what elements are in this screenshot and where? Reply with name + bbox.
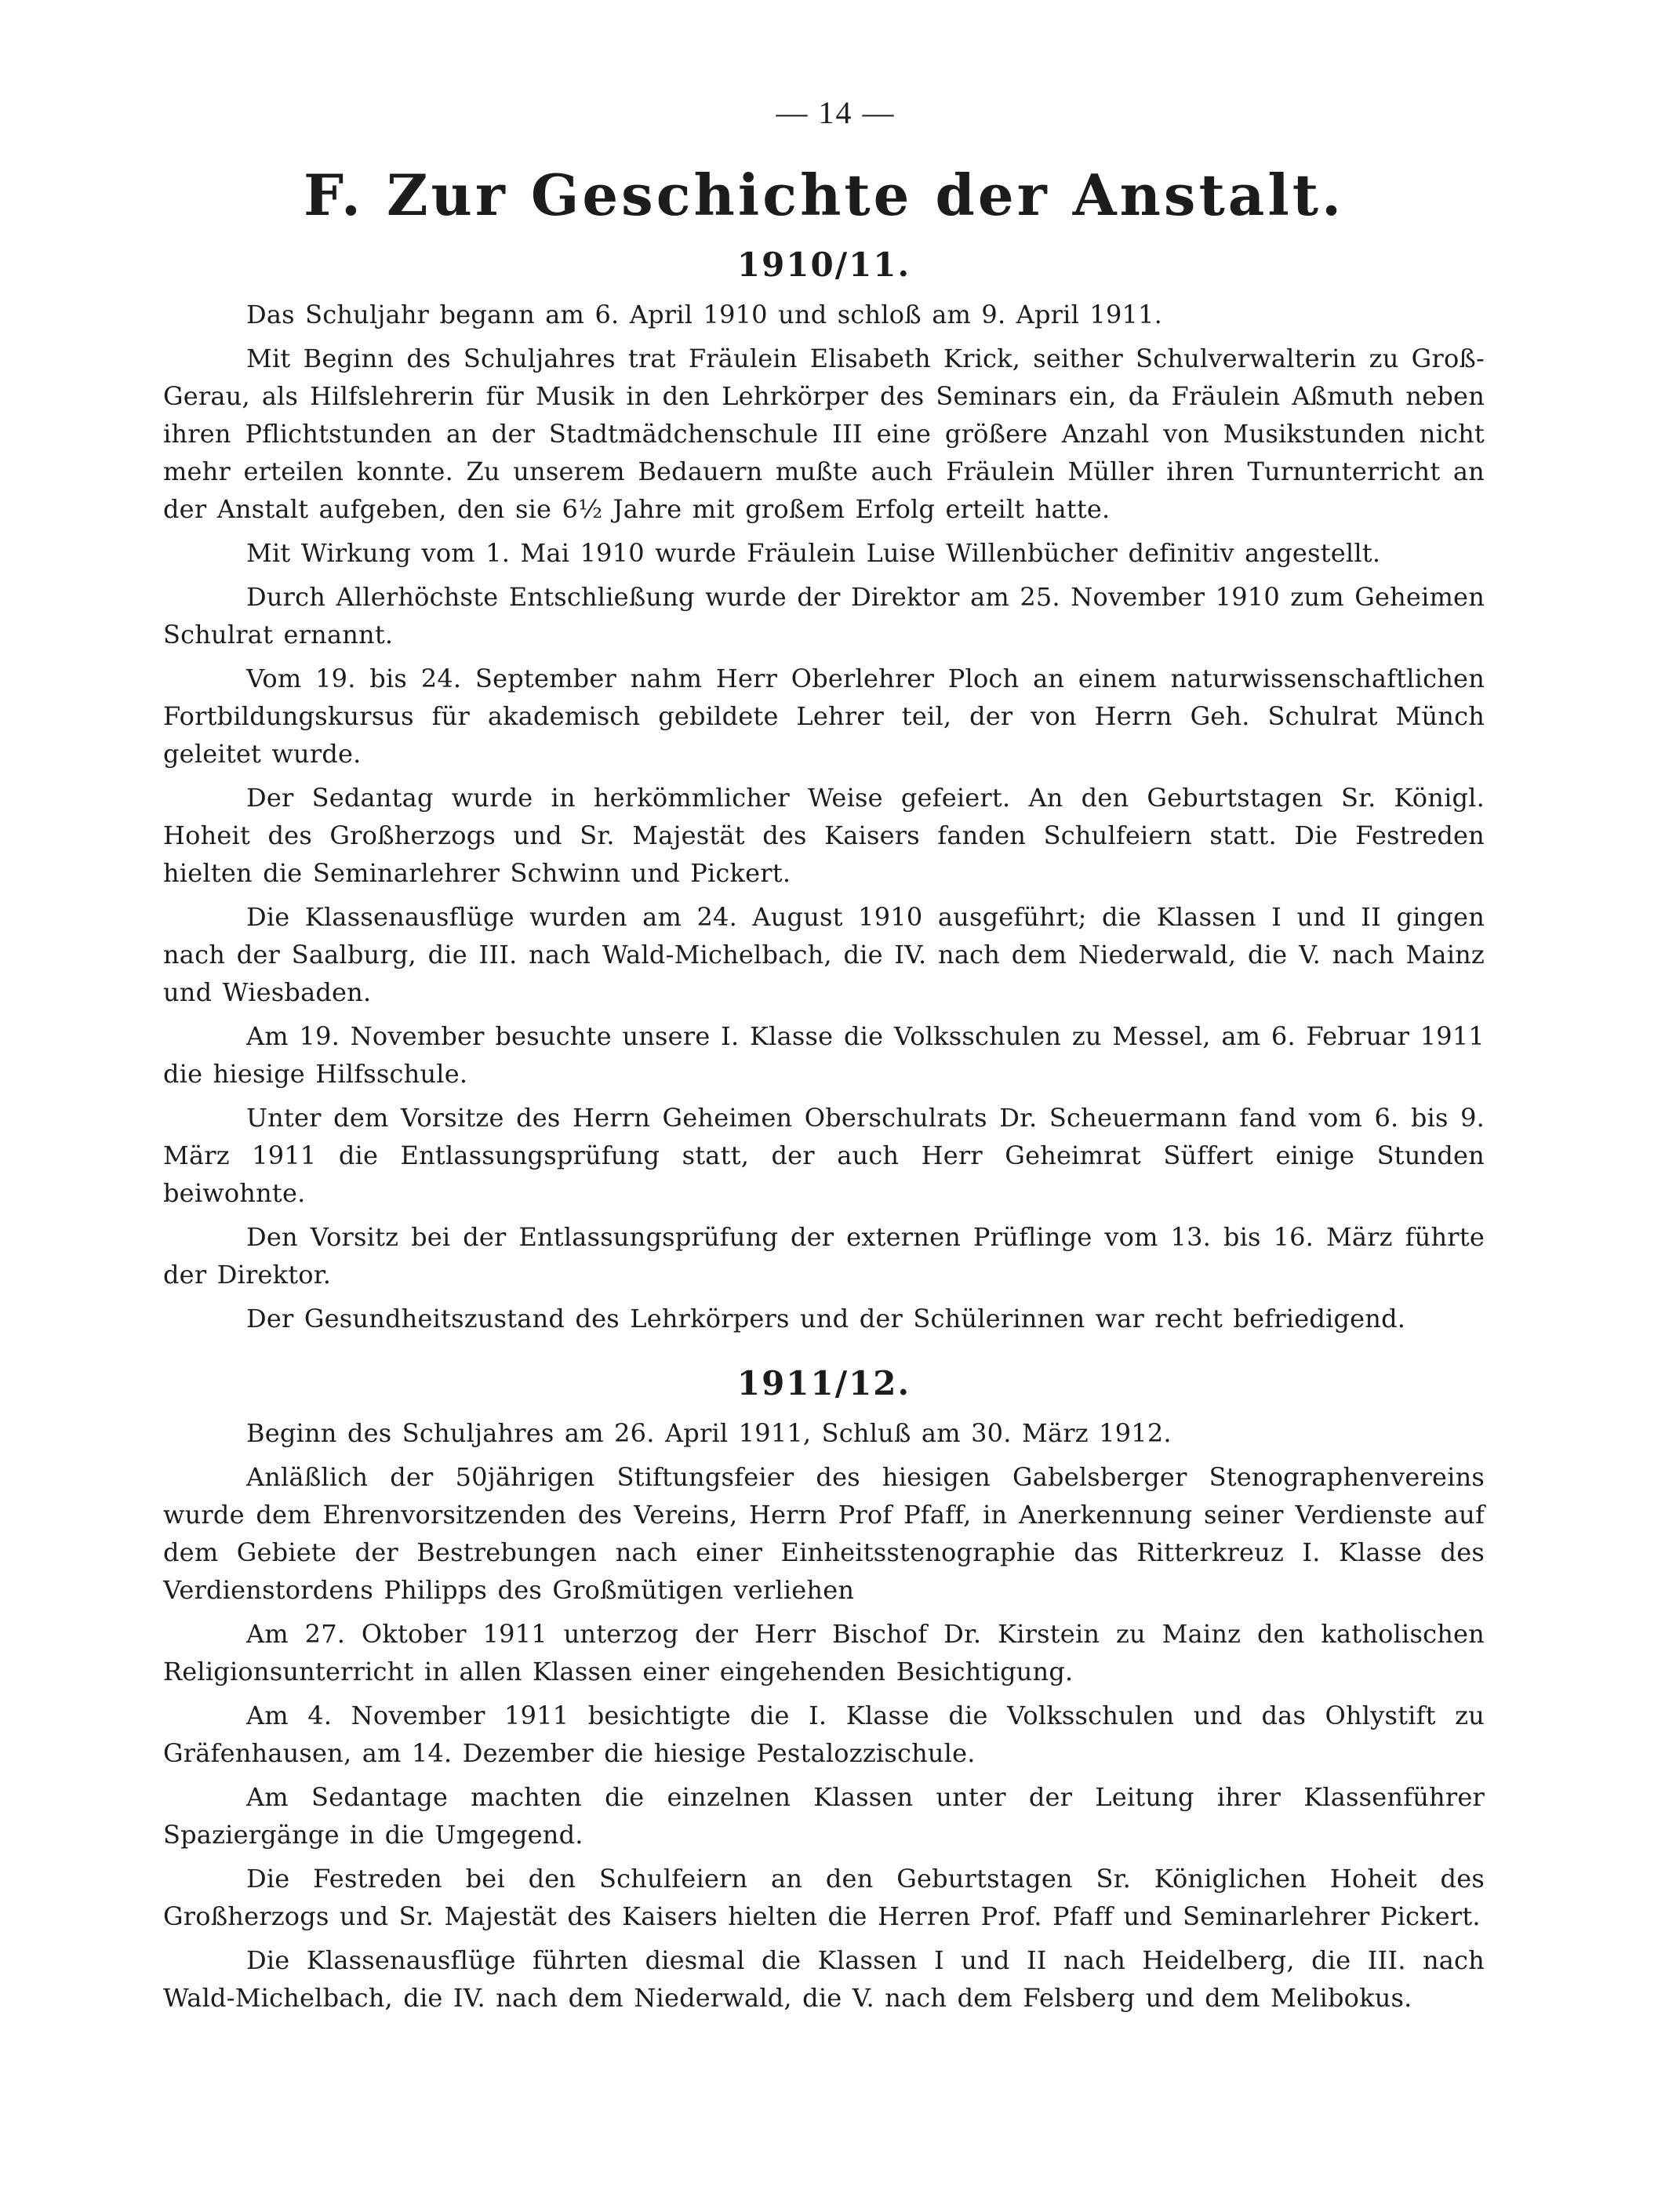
paragraph: Anläßlich der 50jährigen Stiftungsfeier des hiesigen Gabelsberger Stenographenvereins wurde dem Ehrenvorsitzenden des Vereins, Herrn Prof Pfaff, in Anerkennung seiner Verdienste auf dem Gebiete der Bestrebungen nach einer Einheitsstenographie das Ritterkreuz I. Klasse des Verdienstordens Philipps des Großmütigen verliehen bbox=[163, 1461, 1485, 1605]
paragraph: Am 4. November 1911 besichtigte die I. Klasse die Volksschulen und das Ohlystift zu Gräfenhausen, am 14. Dezember die hiesige Pestalozzischule. bbox=[163, 1700, 1485, 1768]
paragraph: Die Klassenausflüge wurden am 24. August 1910 ausgeführt; die Klassen I und II gingen nach der Saalburg, die III. nach Wald-Michelbach, die IV. nach dem Niederwald, die V. nach Mainz und Wiesbaden. bbox=[163, 901, 1485, 1007]
page-number: — 14 — bbox=[776, 95, 896, 130]
paragraph: Durch Allerhöchste Entschließung wurde der Direktor am 25. November 1910 zum Geheimen Schulrat ernannt. bbox=[163, 581, 1485, 649]
paragraph: Am 27. Oktober 1911 unterzog der Herr Bischof Dr. Kirstein zu Mainz den katholischen Religionsunterricht in allen Klassen einer eingehenden Besichtigung. bbox=[163, 1618, 1485, 1686]
section-title: F. Zur Geschichte der Anstalt. bbox=[303, 162, 1345, 228]
paragraph: Das Schuljahr begann am 6. April 1910 und schloß am 9. April 1911. bbox=[246, 299, 1163, 329]
paragraph: Die Festreden bei den Schulfeiern an den Geburtstagen Sr. Königlichen Hoheit des Großherzogs und Sr. Majestät des Kaisers hielten die Herren Prof. Pfaff und Seminarlehrer Pickert. bbox=[163, 1863, 1485, 1931]
paragraph: Am 19. November besuchte unsere I. Klasse die Volksschulen zu Messel, am 6. Februar 1911 die hiesige Hilfsschule. bbox=[163, 1021, 1485, 1089]
paragraph: Beginn des Schuljahres am 26. April 1911, Schluß am 30. März 1912. bbox=[246, 1417, 1172, 1448]
year-heading-1910-11: 1910/11. bbox=[736, 245, 911, 284]
paragraph: Vom 19. bis 24. September nahm Herr Oberlehrer Ploch an einem naturwissenschaftlichen Fortbildungskursus für akademisch gebildete Lehrer teil, der von Herrn Geh. Schulrat Münch geleitet wurde. bbox=[163, 663, 1485, 769]
paragraph: Den Vorsitz bei der Entlassungsprüfung der externen Prüflinge vom 13. bis 16. März führte der Direktor. bbox=[163, 1221, 1485, 1290]
year-heading-1911-12: 1911/12. bbox=[736, 1363, 911, 1403]
document-page bbox=[163, 94, 1485, 2023]
paragraph: Der Gesundheitszustand des Lehrkörpers und der Schülerinnen war recht befriedigend. bbox=[246, 1303, 1406, 1333]
paragraph: Mit Wirkung vom 1. Mai 1910 wurde Fräulein Luise Willenbücher definitiv angestellt. bbox=[246, 537, 1381, 568]
paragraph: Die Klassenausflüge führten diesmal die Klassen I und II nach Heidelberg, die III. nach Wald-Michelbach, die IV. nach dem Niederwald, die V. nach dem Felsberg und dem Melibokus. bbox=[163, 1945, 1485, 2013]
paragraph: Am Sedantage machten die einzelnen Klassen unter der Leitung ihrer Klassenführer Spaziergänge in die Umgegend. bbox=[163, 1781, 1485, 1850]
paragraph: Mit Beginn des Schuljahres trat Fräulein Elisabeth Krick, seither Schulverwalterin zu Groß-Gerau, als Hilfslehrerin für Musik in den Lehrkörper des Seminars ein, da Fräulein Aßmuth neben ihren Pflichtstunden an der Stadtmädchenschule III eine größere Anzahl von Musikstunden nicht mehr erteilen konnte. Zu unserem Bedauern mußte auch Fräulein Müller ihren Turnunterricht an der Anstalt aufgeben, den sie 6½ Jahre mit großem Erfolg erteilt hatte. bbox=[163, 343, 1485, 524]
paragraph: Unter dem Vorsitze des Herrn Geheimen Oberschulrats Dr. Scheuermann fand vom 6. bis 9. März 1911 die Entlassungsprüfung statt, der auch Herr Geheimrat Süffert einige Stunden beiwohnte. bbox=[163, 1102, 1485, 1208]
paragraph: Der Sedantag wurde in herkömmlicher Weise gefeiert. An den Geburtstagen Sr. Königl. Hoheit des Großherzogs und Sr. Majestät des Kaisers fanden Schulfeiern statt. Die Festreden hielten die Seminarlehrer Schwinn und Pickert. bbox=[163, 782, 1485, 888]
